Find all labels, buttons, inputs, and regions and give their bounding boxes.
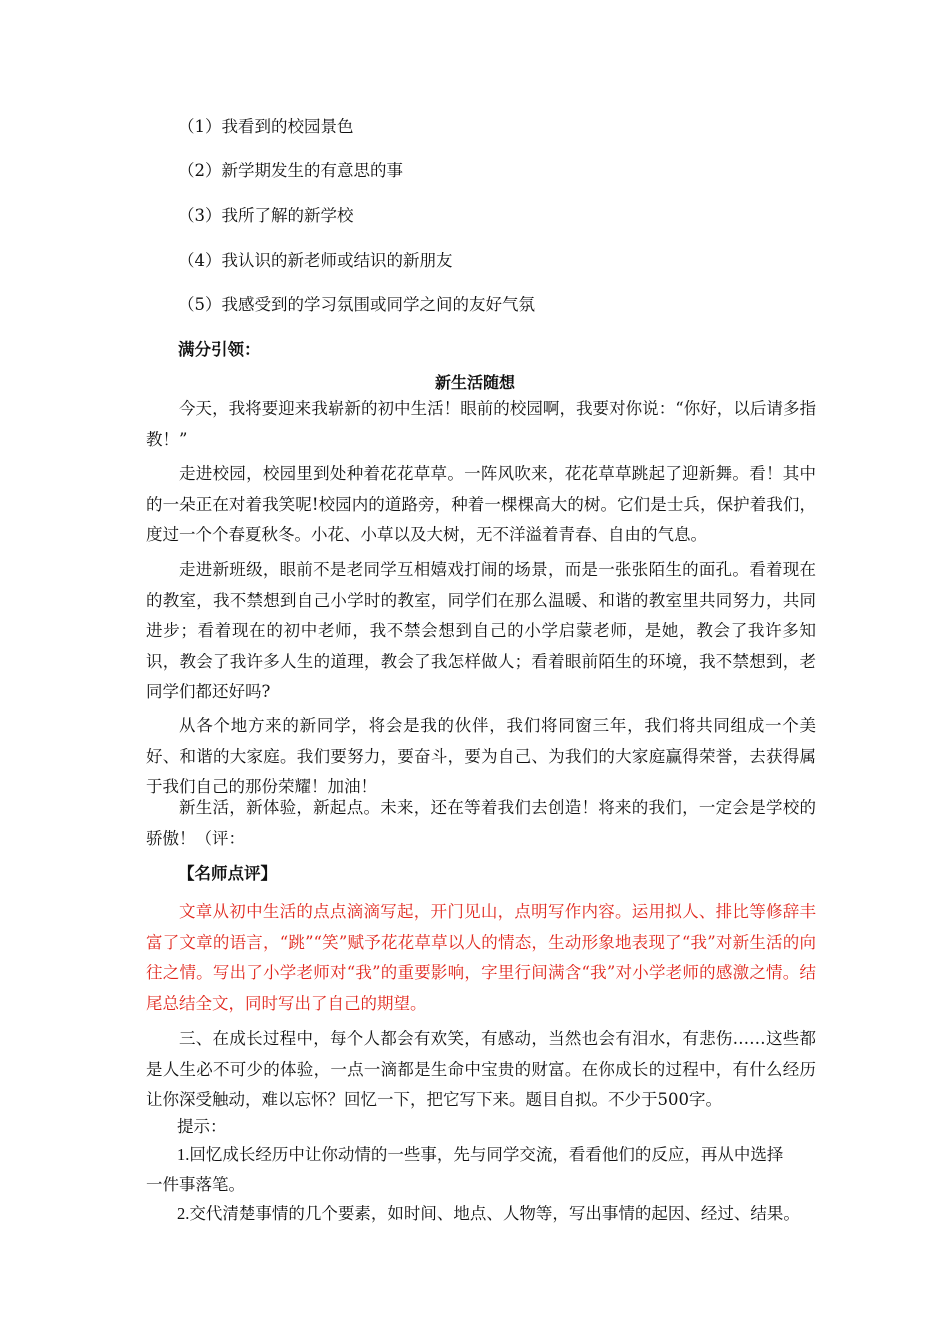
section-three-prompt: 三、在成长过程中，每个人都会有欢笑，有感动，当然也会有泪水，有悲伤……这些都是人生必不可少的体验，一点一滴都是生命中宝贵的财富。在你成长的过程中，有什么经历让你深受触动，难以忘怀？回忆一下，把它写下来。题目自拟。不少于500字。 xyxy=(146,1029,816,1109)
list-item-3: （3）我所了解的新学校 xyxy=(178,206,354,225)
hint-2: 2.交代清楚事情的几个要素，如时间、地点、人物等，写出事情的起因、经过、结果。 xyxy=(177,1204,800,1223)
essay-paragraph-1: 今天，我将要迎来我崭新的初中生活！眼前的校园啊，我要对你说：“你好，以后请多指教！” xyxy=(146,399,816,449)
comment-heading: 【名师点评】 xyxy=(178,864,277,883)
essay-paragraph-2: 走进校园，校园里到处种着花花草草。一阵风吹来，花花草草跳起了迎新舞。看！其中的一朵正在对着我笑呢!校园内的道路旁，种着一棵棵高大的树。它们是士兵，保护着我们，度过一个个春夏秋冬。小花、小草以及大树，无不洋溢着青春、自由的气息。 xyxy=(146,464,816,544)
essay-paragraph-4: 从各个地方来的新同学，将会是我的伙伴，我们将同窗三年，我们将共同组成一个美好、和谐的大家庭。我们要努力，要奋斗，要为自己、为我们的大家庭赢得荣誉，去获得属于我们自己的那份荣耀！加油！ xyxy=(146,716,816,796)
list-item-4: （4）我认识的新老师或结识的新朋友 xyxy=(178,251,453,270)
teacher-comment: 文章从初中生活的点点滴滴写起，开门见山，点明写作内容。运用拟人、排比等修辞丰富了文章的语言，“跳”“笑”赋予花花草草以人的情态，生动形象地表现了“我”对新生活的向往之情。写出了小学老师对“我”的重要影响，字里行间满含“我”对小学老师的感激之情。结尾总结全文，同时写出了自己的期望。 xyxy=(146,902,816,1013)
essay-title: 新生活随想 xyxy=(434,373,515,392)
essay-paragraph-5: 新生活，新体验，新起点。未来，还在等着我们去创造！将来的我们，一定会是学校的骄傲！（评： xyxy=(146,798,816,848)
list-item-1: （1）我看到的校园景色 xyxy=(178,117,354,136)
hint-label: 提示： xyxy=(177,1117,227,1136)
list-item-2: （2）新学期发生的有意思的事 xyxy=(178,161,403,180)
hint-1-line-1: 1.回忆成长经历中让你动情的一些事，先与同学交流，看看他们的反应，再从中选择 xyxy=(177,1145,784,1164)
essay-paragraph-3: 走进新班级，眼前不是老同学互相嬉戏打闹的场景，而是一张张陌生的面孔。看着现在的教室，我不禁想到自己小学时的教室，同学们在那么温暖、和谐的教室里共同努力，共同进步；看着现在的初中老师，我不禁会想到自己的小学启蒙老师，是她，教会了我许多知识，教会了我许多人生的道理，教会了我怎样做人；看着眼前陌生的环境，我不禁想到，老同学们都还好吗? xyxy=(146,560,816,701)
model-heading: 满分引领： xyxy=(178,340,261,359)
hint-1-line-2: 一件事落笔。 xyxy=(146,1175,245,1194)
list-item-5: （5）我感受到的学习氛围或同学之间的友好气氛 xyxy=(178,295,535,314)
